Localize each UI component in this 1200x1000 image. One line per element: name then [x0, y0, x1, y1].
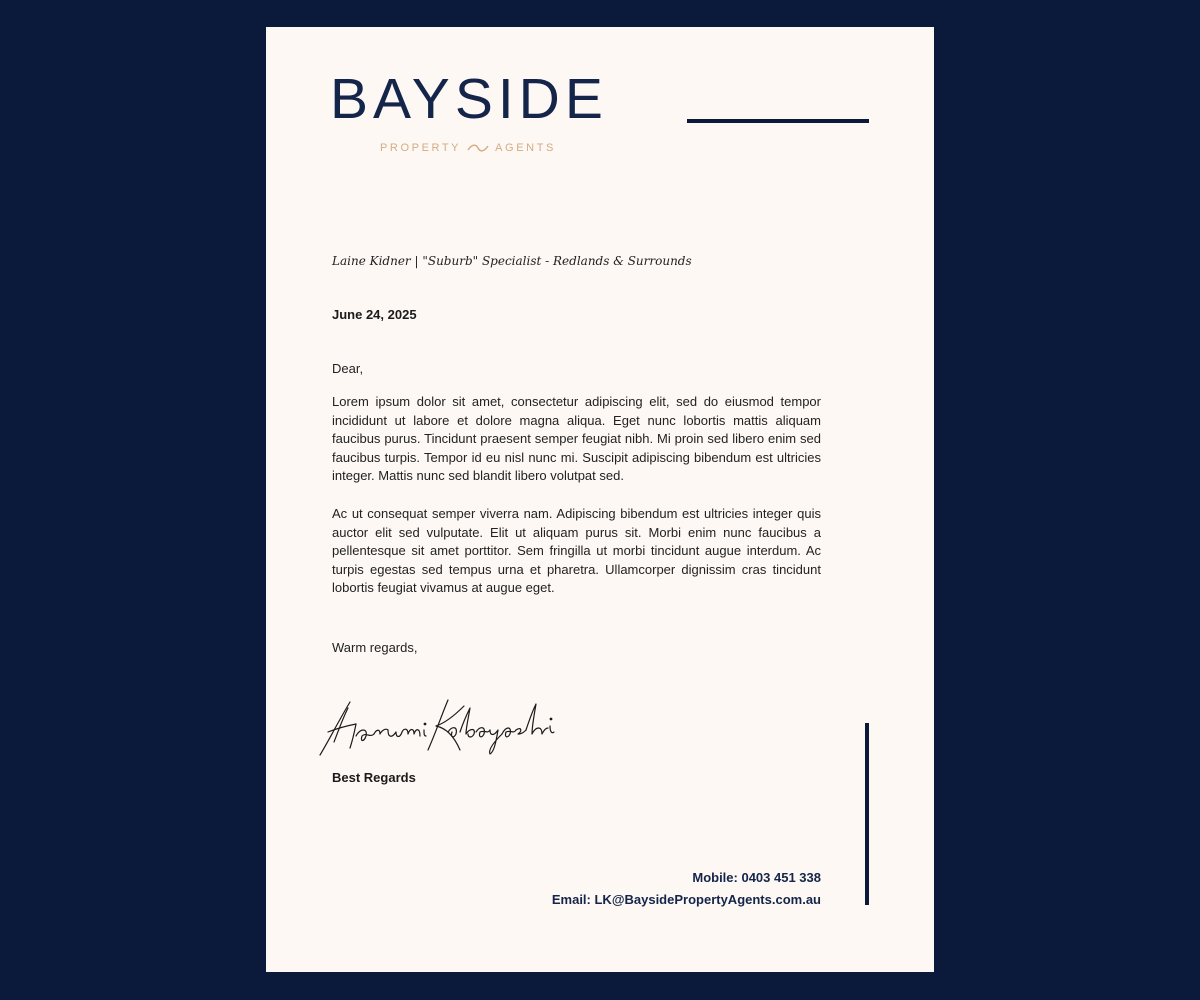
logo-wordmark: BAYSIDE: [330, 67, 608, 131]
bayside-logo: [330, 69, 620, 161]
logo-tagline: [380, 142, 570, 154]
header-divider: [687, 119, 869, 123]
logo-tagline-left: PROPERTY: [380, 142, 462, 154]
letterhead-page: [266, 27, 934, 972]
sign-off: Best Regards: [332, 770, 416, 785]
agent-byline: Laine Kidner | "Suburb" Specialist - Redlands & Surrounds: [332, 254, 692, 268]
body-paragraph: Ac ut consequat semper viverra nam. Adipiscing bibendum est ultricies integer quis auctor elit sed vulputate. Elit ut aliquam purus sit. Morbi enim nunc faucibus a pellentesque sit amet porttitor. Sem fringilla ut morbi tincidunt augue interdum. Ac turpis egestas sed tempus urna et pharetra. Ullamcorper dignissim cras tincidunt lobortis feugiat vivamus at augue eget.: [332, 506, 821, 596]
wave-icon: [467, 144, 489, 152]
handwritten-signature: [316, 692, 576, 762]
letter-date: June 24, 2025: [332, 307, 417, 322]
body-paragraph: Lorem ipsum dolor sit amet, consectetur adipiscing elit, sed do eiusmod tempor incididunt ut labore et dolore magna aliqua. Eget nunc lobortis mattis aliquam faucibus purus. Tincidunt praesent semper feugiat nibh. Mi proin sed libero enim sed faucibus turpis. Tempor id eu nisl nunc mi. Suscipit adipiscing bibendum est ultricies integer. Mattis nunc sed blandit libero volutpat sed.: [332, 394, 821, 484]
contact-block: [552, 867, 821, 911]
contact-mobile: Mobile: 0403 451 338: [692, 870, 821, 885]
contact-email: Email: LK@BaysidePropertyAgents.com.au: [551, 892, 821, 907]
footer-divider: [865, 723, 869, 905]
salutation: Dear,: [332, 361, 364, 376]
logo-tagline-right: AGENTS: [495, 142, 556, 154]
closing-line: Warm regards,: [332, 640, 418, 655]
